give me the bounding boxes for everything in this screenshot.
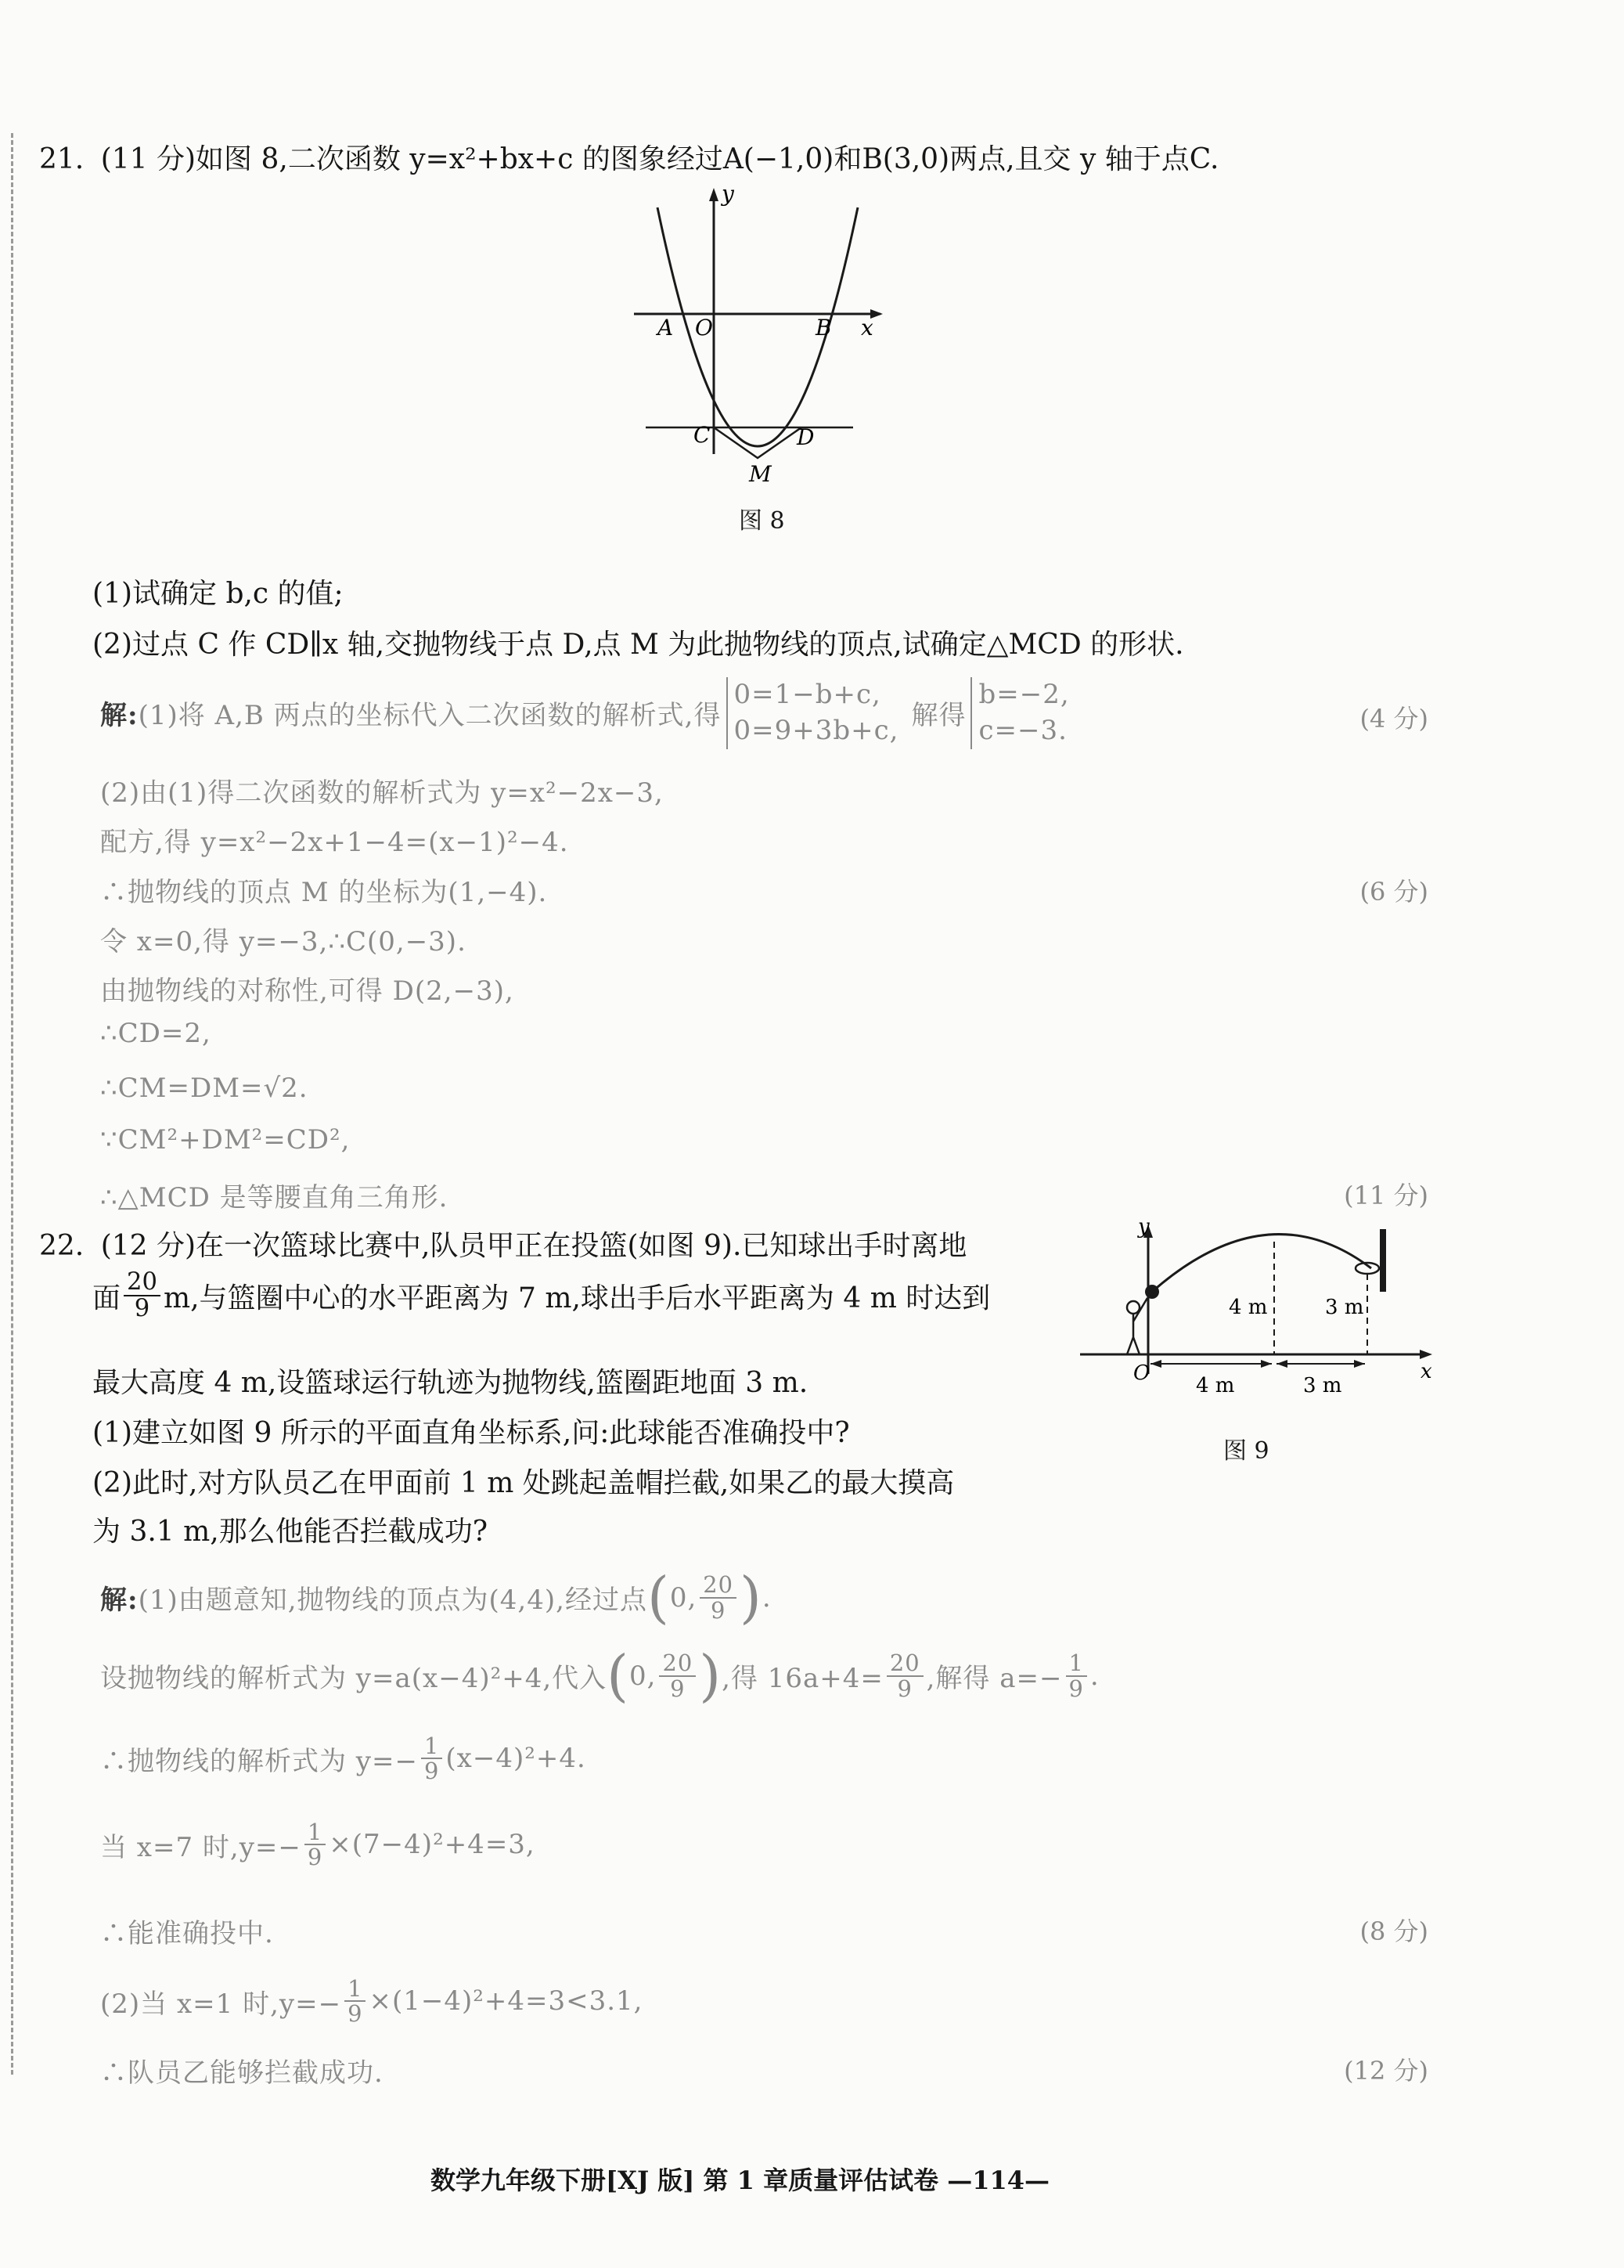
q22-sol-s6a: (2)当 x=1 时,y=− bbox=[100, 1988, 342, 2020]
q22-part1: (1)建立如图 9 所示的平面直角坐标系,问:此球能否准确投中? bbox=[92, 1417, 850, 1449]
q22-part2a: (2)此时,对方队员乙在甲面前 1 m 处跳起盖帽拦截,如果乙的最大摸高 bbox=[92, 1467, 955, 1499]
q22-sol-line5: ∴能准确投中. bbox=[100, 1918, 274, 1949]
fig8-label-c: C bbox=[693, 422, 711, 448]
left-binding-line bbox=[11, 133, 13, 2075]
q21-sys2-eq1: b=−2, bbox=[978, 679, 1070, 710]
q22-sol-s4a: 当 x=7 时,y=− bbox=[100, 1831, 301, 1863]
q22-height-fraction bbox=[124, 1270, 160, 1321]
q21-sol-system2 bbox=[970, 677, 1069, 749]
fig8-label-a: A bbox=[657, 315, 674, 341]
q22-stem-a: (12 分)在一次篮球比赛中,队员甲正在投篮(如图 9).已知球出手时离地 bbox=[100, 1230, 967, 1262]
fig9-player-icon bbox=[1127, 1298, 1147, 1354]
q22-part2b: 为 3.1 m,那么他能否拦截成功? bbox=[92, 1516, 488, 1548]
frac-denominator: 9 bbox=[134, 1295, 150, 1323]
q21-sol-line3: 配方,得 y=x²−2x+1−4=(x−1)²−4. bbox=[100, 827, 569, 858]
q21-sol-line5: 令 x=0,得 y=−3,∴C(0,−3). bbox=[100, 926, 466, 957]
fig9-label-d1: 4 m bbox=[1196, 1374, 1235, 1394]
fig8-triangle-mcd bbox=[714, 427, 801, 458]
fig9-caption: 图 9 bbox=[1223, 1437, 1269, 1465]
figure-8 bbox=[626, 184, 892, 489]
q22-stem-b-pre: 面 bbox=[92, 1282, 121, 1314]
q21-sol-line9: ∵CM²+DM²=CD², bbox=[100, 1124, 351, 1156]
q21-score2: (6 分) bbox=[1359, 877, 1428, 907]
q22-stem-line-a bbox=[39, 1224, 967, 1264]
q22-sol-line7: ∴队员乙能够拦截成功. bbox=[100, 2057, 383, 2089]
q22-stem-c: 最大高度 4 m,设篮球运行轨迹为抛物线,篮圈距地面 3 m. bbox=[92, 1367, 808, 1399]
q22-sol-s6b: ×(1−4)²+4=3<3.1, bbox=[369, 1985, 643, 2017]
fig8-label-d: D bbox=[797, 424, 815, 450]
fig8-caption: 图 8 bbox=[739, 507, 785, 535]
q21-sol-prefix: 解: bbox=[100, 700, 139, 732]
fig8-y-arrow bbox=[709, 188, 718, 201]
q21-sol-system1 bbox=[726, 677, 899, 749]
q22-sol-point-y: $\frac{20}{9}$ bbox=[700, 1573, 736, 1622]
q21-sol-line10: ∴△MCD 是等腰直角三角形. bbox=[100, 1182, 448, 1213]
q21-sys1-eq1: 0=1−b+c, bbox=[733, 679, 881, 710]
q21-stem-line bbox=[39, 137, 1219, 177]
fig8-label-b: B bbox=[816, 315, 832, 341]
fig9-backboard bbox=[1380, 1229, 1386, 1292]
fig9-trajectory bbox=[1152, 1235, 1371, 1292]
q22-stem-b-post: m,与篮圈中心的水平距离为 7 m,球出手后水平距离为 4 m 时达到 bbox=[163, 1282, 991, 1314]
fig9-label-o: O bbox=[1133, 1361, 1150, 1385]
q22-sol-s2c: ,解得 a=− bbox=[926, 1663, 1063, 1695]
q22-sol-s2a: 设抛物线的解析式为 y=a(x−4)²+4,代入 bbox=[100, 1663, 607, 1695]
q21-stem: (11 分)如图 8,二次函数 y=x²+bx+c 的图象经过A(−1,0)和B(3,0)两点,且交 y 轴于点C. bbox=[100, 143, 1219, 175]
q21-sol-line7: ∴CD=2, bbox=[100, 1018, 211, 1049]
fig8-label-m: M bbox=[749, 461, 772, 487]
q21-sol-solve-word: 解得 bbox=[911, 700, 967, 732]
q22-sol-s4b: ×(7−4)²+4=3, bbox=[329, 1829, 535, 1861]
fig9-ball bbox=[1145, 1285, 1159, 1299]
fig9-x-arrow bbox=[1420, 1350, 1432, 1359]
q21-part2: (2)过点 C 作 CD∥x 轴,交抛物线于点 D,点 M 为此抛物线的顶点,试确定△MCD 的形状. bbox=[92, 629, 1184, 661]
q21-solution-line1 bbox=[100, 677, 1075, 749]
q22-sol-prefix: 解: bbox=[100, 1585, 139, 1617]
q21-number: 21. bbox=[39, 143, 85, 175]
q22-number: 22. bbox=[39, 1230, 85, 1262]
fig8-label-x: x bbox=[861, 315, 873, 341]
q22-score1: (8 分) bbox=[1359, 1916, 1428, 1946]
q21-sol-line8: ∴CM=DM=√2. bbox=[100, 1073, 308, 1104]
q22-stem-line-b bbox=[92, 1270, 990, 1321]
q22-sol-line3: ∴抛物线的解析式为 y=− $\frac{1}{9}$ (x−4)²+4. bbox=[100, 1733, 586, 1785]
fig8-label-o: O bbox=[695, 315, 713, 341]
fig8-label-y: y bbox=[722, 184, 734, 207]
figure-9 bbox=[1072, 1213, 1440, 1394]
q22-sol-line4: 当 x=7 时,y=− $\frac{1}{9}$ ×(7−4)²+4=3, bbox=[100, 1819, 535, 1871]
fig9-label-y: y bbox=[1138, 1215, 1150, 1239]
q21-sys2-eq2: c=−3. bbox=[978, 714, 1068, 746]
q21-score3: (11 分) bbox=[1344, 1181, 1428, 1210]
q21-sol-line6: 由抛物线的对称性,可得 D(2,−3), bbox=[100, 975, 514, 1007]
q22-sol-s3b: (x−4)²+4. bbox=[445, 1743, 586, 1775]
fig9-label-x: x bbox=[1421, 1360, 1432, 1383]
q22-sol-line1: 解: (1)由题意知,抛物线的顶点为(4,4),经过点 ( 0, $\frac{20}{9}$ ) . bbox=[100, 1565, 772, 1630]
page-footer: 数学九年级下册[XJ 版] 第 1 章质量评估试卷 —114— bbox=[430, 2165, 1050, 2195]
fig9-label-d2: 3 m bbox=[1303, 1374, 1342, 1394]
q22-sol-line6: (2)当 x=1 时,y=− $\frac{1}{9}$ ×(1−4)²+4=3<3.1, bbox=[100, 1975, 643, 2028]
q22-sol-s1a: (1)由题意知,抛物线的顶点为(4,4),经过点 bbox=[138, 1585, 647, 1617]
q22-score2: (12 分) bbox=[1344, 2056, 1428, 2086]
q22-sol-point-x: 0, bbox=[669, 1581, 697, 1614]
q21-sol-line4: ∴抛物线的顶点 M 的坐标为(1,−4). bbox=[100, 877, 548, 908]
q22-sol-s3a: ∴抛物线的解析式为 y=− bbox=[100, 1745, 418, 1777]
q21-sol-line2: (2)由(1)得二次函数的解析式为 y=x²−2x−3, bbox=[100, 777, 664, 809]
q21-sol-line1-text: (1)将 A,B 两点的坐标代入二次函数的解析式,得 bbox=[138, 700, 722, 732]
q22-sol-s2b: ,得 16a+4= bbox=[722, 1663, 884, 1695]
q21-sys1-eq2: 0=9+3b+c, bbox=[733, 714, 899, 746]
frac-numerator: 20 bbox=[124, 1270, 160, 1296]
q21-score1: (4 分) bbox=[1359, 704, 1428, 734]
q21-part1: (1)试确定 b,c 的值; bbox=[92, 578, 344, 610]
q22-sol-line2: 设抛物线的解析式为 y=a(x−4)²+4,代入 ( 0, $\frac{20}{9}$ ) ,得 16a+4= $\frac{20}{9}$ ,解得 a=− $\frac{1}{9}$ . bbox=[100, 1643, 1100, 1708]
fig9-label-h1: 4 m bbox=[1229, 1296, 1268, 1319]
fig9-label-h2: 3 m bbox=[1325, 1296, 1364, 1319]
